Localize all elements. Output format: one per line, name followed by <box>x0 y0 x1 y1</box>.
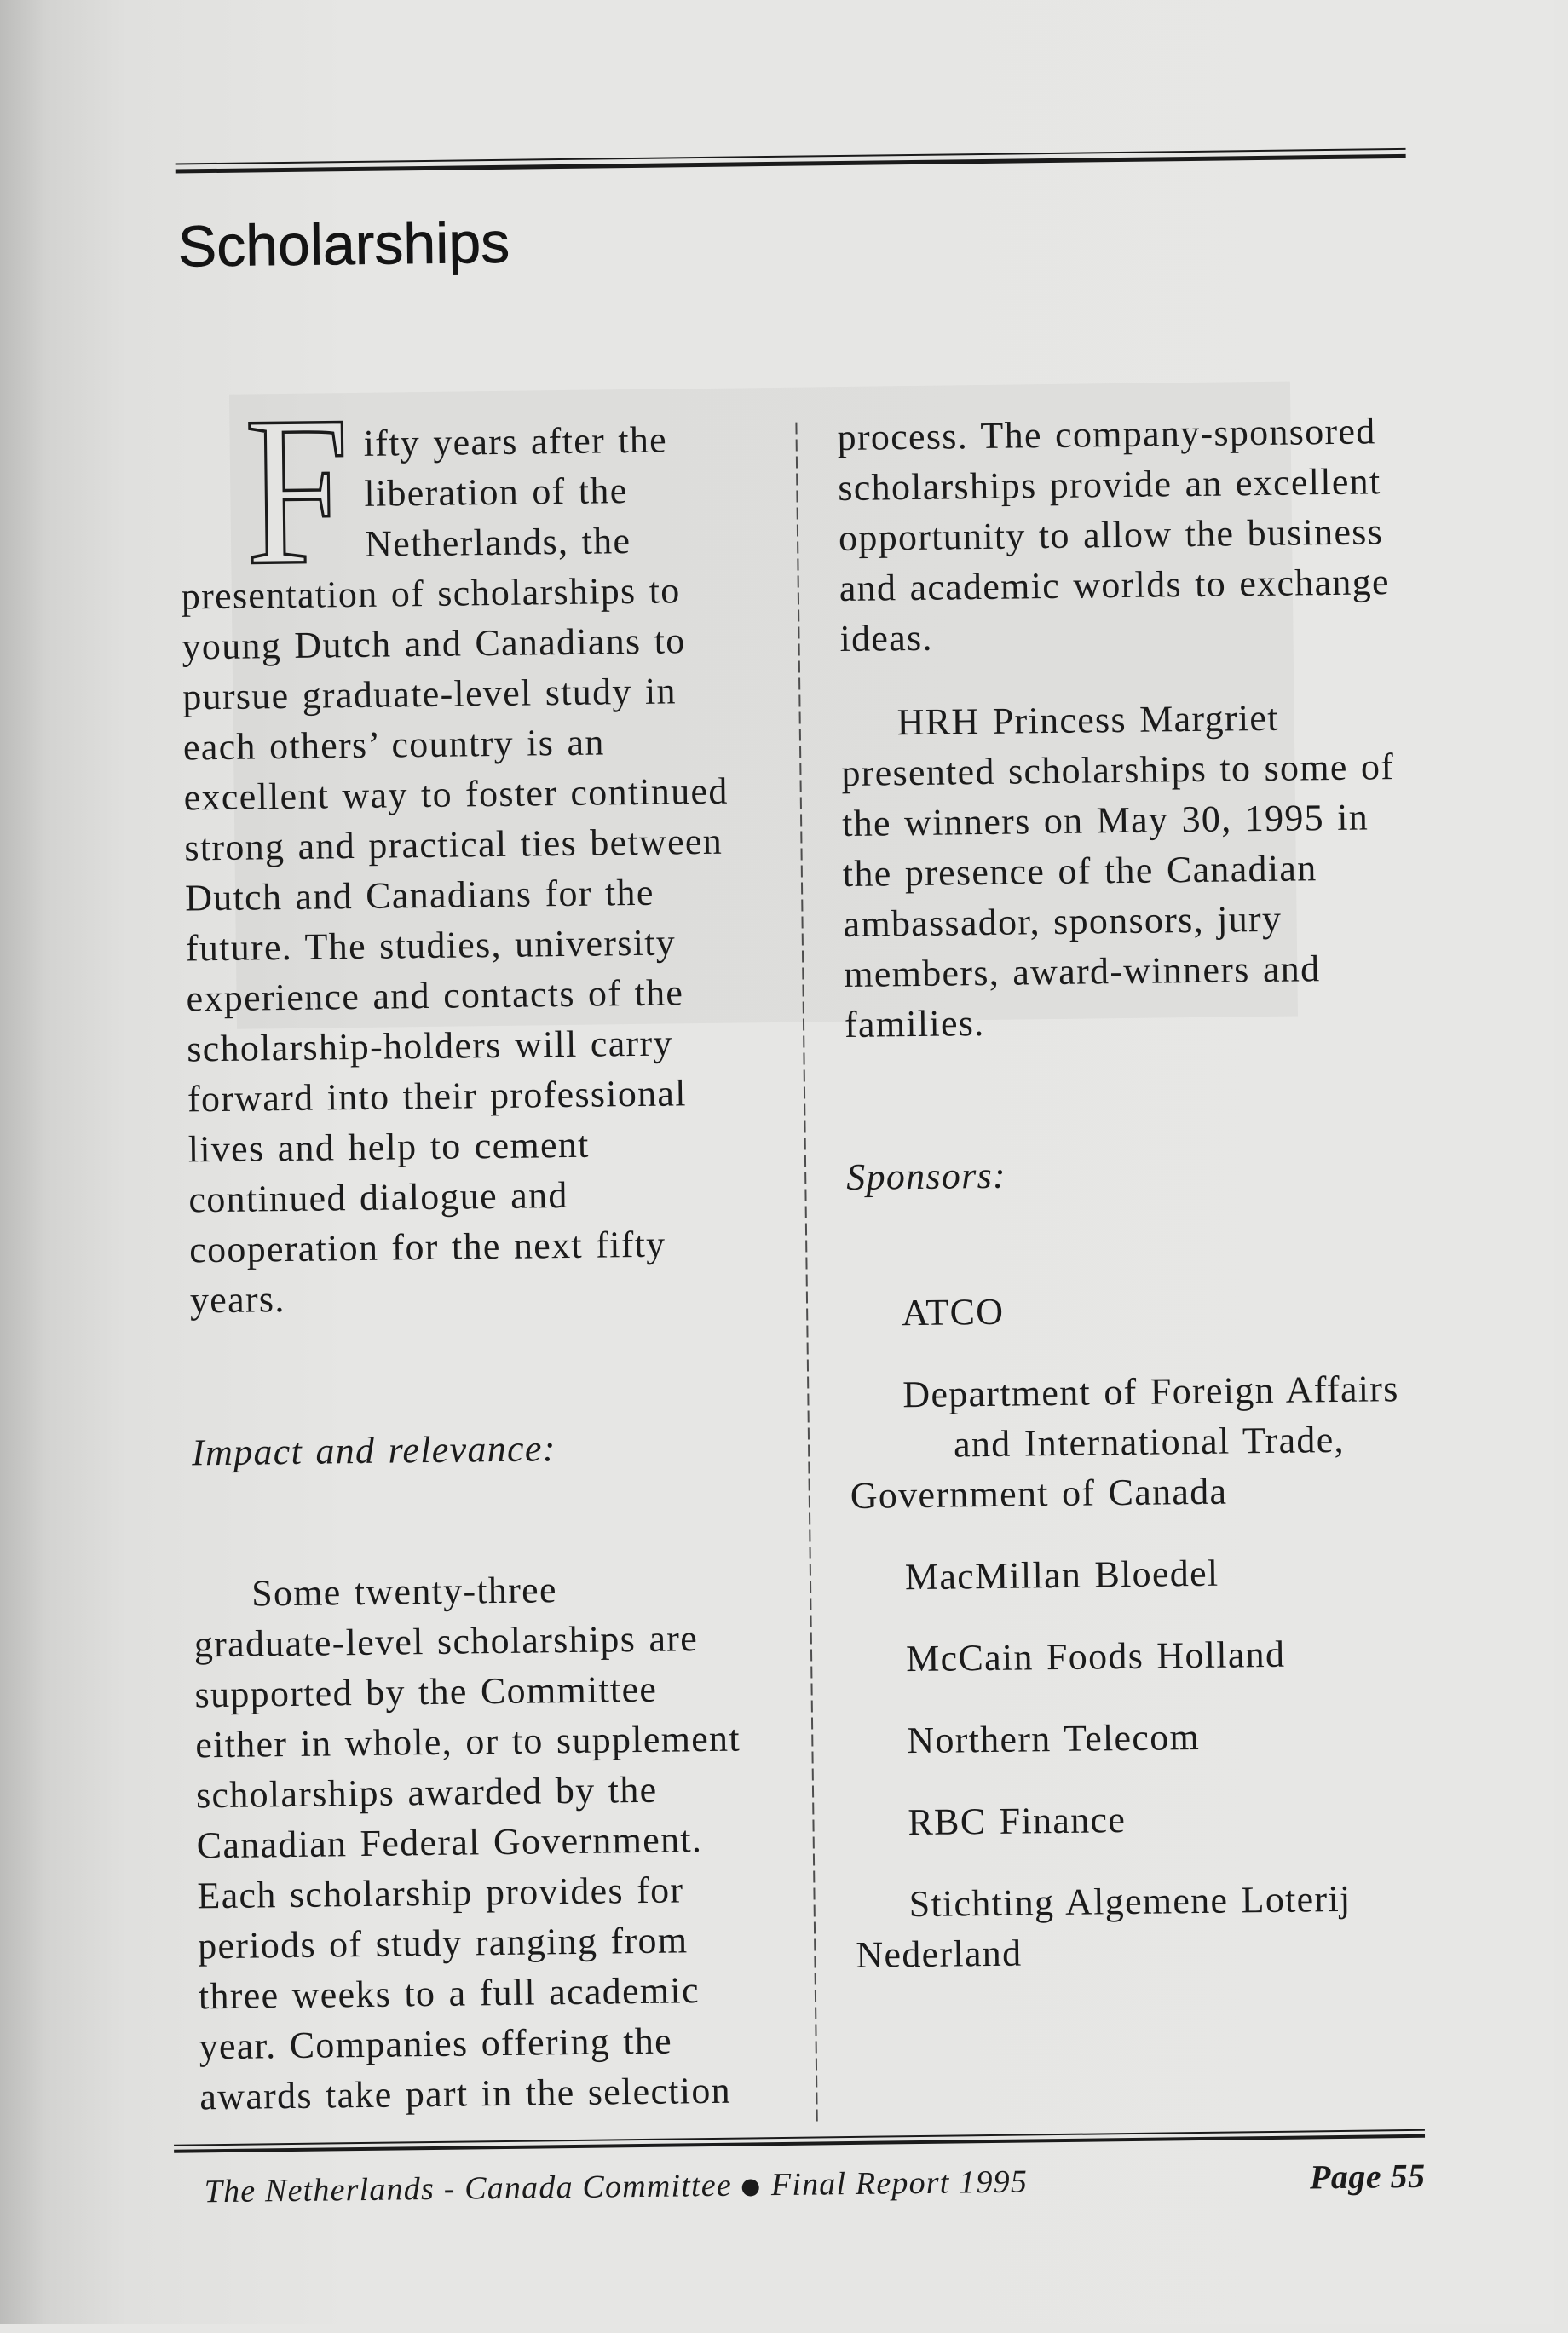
sponsor-item <box>854 1791 1443 1848</box>
drop-cap-letter: F <box>243 372 366 610</box>
sponsors-heading: Sponsors: <box>845 1154 1007 1198</box>
drop-cap <box>242 372 366 610</box>
sponsor-item <box>855 1873 1444 1980</box>
header-rule <box>176 148 1406 174</box>
sponsor-list <box>848 1282 1444 1980</box>
presentation-text: HRH Princess Margriet presented scholarships to some of the winners on May 30, 1995 in the presence of the Canadian ambassador, sponsors, jury members, award-winners and families. <box>841 696 1395 1046</box>
sponsor-name-continued: and International Trade, <box>953 1418 1346 1466</box>
section-title: Scholarships <box>177 210 510 279</box>
sponsor-item <box>853 1709 1442 1766</box>
presentation-paragraph <box>840 691 1433 1050</box>
impact-text: Some twenty-three graduate-level scholarships are supported by the Committee either in whole, or to supplement scholarships awarded by the Canadian Federal Government. Each scholarship provides for periods of study ranging from three weeks to a full academic year. Companies offering the awards take part in the selection <box>193 1569 741 2118</box>
sponsor-name-continued: Nederland <box>856 1932 1023 1976</box>
sponsor-name-continued: Government of Canada <box>850 1470 1228 1517</box>
footer-publication <box>204 2160 1028 2213</box>
left-column <box>179 372 796 2122</box>
sponsor-name: Stichting Algemene Loterij <box>908 1877 1352 1926</box>
bullet-icon <box>742 2179 759 2196</box>
page-number: Page 55 <box>1309 2156 1426 2197</box>
page-footer <box>204 2155 1426 2214</box>
footer-committee-name: The Netherlands - Canada Committee <box>204 2167 733 2210</box>
sponsor-name: RBC Finance <box>908 1799 1127 1844</box>
right-column <box>837 406 1444 1980</box>
footer-report-title: Final Report 1995 <box>770 2163 1029 2203</box>
footer-rule <box>174 2129 1425 2153</box>
sponsor-name: Northern Telecom <box>907 1715 1201 1762</box>
sponsor-item <box>849 1363 1438 1521</box>
sponsor-item <box>851 1546 1440 1603</box>
sponsor-item <box>852 1627 1441 1685</box>
sponsor-name: MacMillan Bloedel <box>904 1552 1219 1599</box>
impact-heading: Impact and relevance: <box>191 1427 556 1474</box>
sponsor-name: ATCO <box>901 1290 1005 1334</box>
impact-paragraph <box>193 1562 797 2123</box>
sponsor-name: Department of Foreign Affairs <box>902 1368 1399 1416</box>
continuation-paragraph <box>837 406 1428 664</box>
intro-text: ifty years after the liberation of the Netherlands, the presentation of scholarships to young Dutch and Canadians to pursue graduate-level study in each others’ country is an excellent way to foster continued strong and practical ties between Dutch and Canadians for the future. The studies, university experience and contacts of the scholarship-holders will carry forward into their professional lives and help to cement continued dialogue and cooperation for the next fifty years. <box>181 418 729 1322</box>
sponsor-item <box>848 1282 1437 1339</box>
continuation-text: process. The company-sponsored scholarships provide an excellent opportunity to allow the business and academic worlds to exchange ideas. <box>837 410 1391 660</box>
sponsor-name: McCain Foods Holland <box>905 1633 1286 1680</box>
intro-paragraph <box>179 372 787 1325</box>
